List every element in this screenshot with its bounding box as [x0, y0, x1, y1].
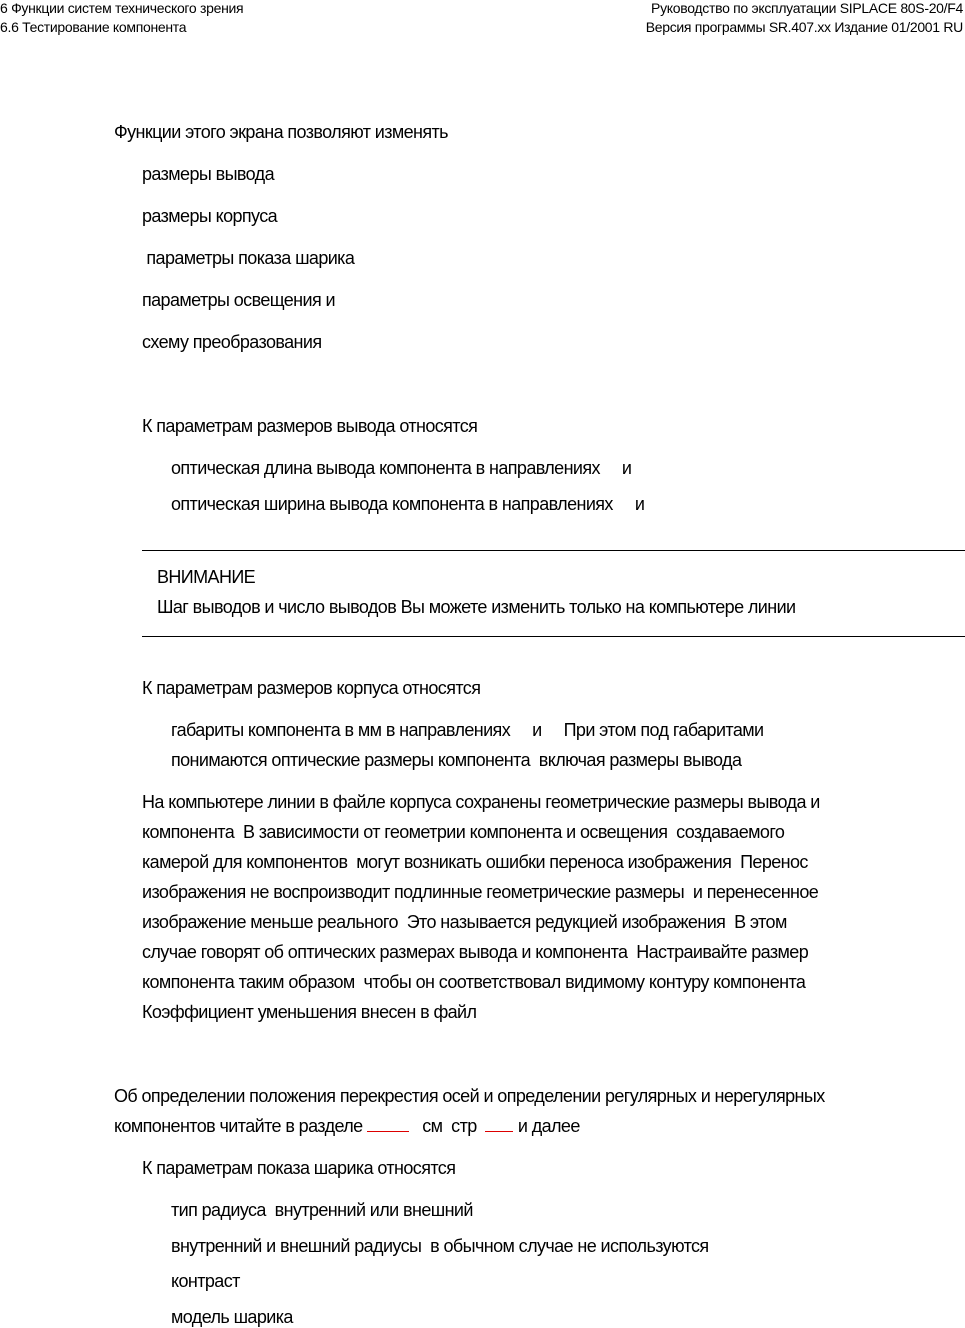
function-item: размеры вывода: [142, 164, 274, 184]
lead-item: оптическая длина вывода компонента в направлениях и: [171, 458, 632, 478]
paragraph-line: компонента В зависимости от геометрии компонента и освещения создаваемого: [142, 822, 785, 842]
ref-line: Об определении положения перекрестия осей и определении регулярных и нерегулярных: [114, 1086, 825, 1106]
notice-bottom-rule: [142, 636, 965, 637]
ball-heading: К параметрам показа шарика относятся: [142, 1158, 456, 1178]
header-section: 6.6 Тестирование компонента: [0, 19, 187, 35]
body-item: понимаются оптические размеры компонента включая размеры вывода: [171, 750, 742, 770]
notice-title: ВНИМАНИЕ: [157, 567, 256, 587]
body-heading: К параметрам размеров корпуса относятся: [142, 678, 481, 698]
function-item: размеры корпуса: [142, 206, 278, 226]
header-version: Версия программы SR.407.xx Издание 01/2001 RU: [645, 19, 963, 35]
notice-text: Шаг выводов и число выводов Вы можете изменить только на компьютере линии: [157, 597, 796, 617]
ref-line: [114, 1115, 580, 1137]
lead-heading: К параметрам размеров вывода относятся: [142, 416, 478, 436]
page-ref-blank: [485, 1117, 513, 1132]
paragraph-line: камерой для компонентов могут возникать ошибки переноса изображения Перенос: [142, 852, 808, 872]
ball-item: модель шарика: [171, 1307, 293, 1327]
ball-item: тип радиуса внутренний или внешний: [171, 1200, 473, 1220]
lead-item: оптическая ширина вывода компонента в направлениях и: [171, 494, 645, 514]
header-chapter: 6 Функции систем технического зрения: [0, 0, 244, 16]
paragraph-line: изображение меньше реального Это называется редукцией изображения В этом: [142, 912, 787, 932]
ref-text: компонентов читайте в разделе: [114, 1116, 363, 1136]
function-item: схему преобразования: [142, 332, 322, 352]
intro-text: Функции этого экрана позволяют изменять: [114, 122, 448, 142]
ball-item: внутренний и внешний радиусы в обычном случае не используются: [171, 1236, 709, 1256]
paragraph-line: Коэффициент уменьшения внесен в файл: [142, 1002, 477, 1022]
paragraph-line: На компьютере линии в файле корпуса сохранены геометрические размеры вывода и: [142, 792, 820, 812]
paragraph-line: изображения не воспроизводит подлинные геометрические размеры и перенесенное: [142, 882, 819, 902]
paragraph-line: случае говорят об оптических размерах вывода и компонента Настраивайте размер: [142, 942, 809, 962]
notice-top-rule: [142, 550, 965, 551]
ref-text: см стр: [422, 1116, 477, 1136]
function-item: параметры освещения и: [142, 290, 335, 310]
ref-text: и далее: [517, 1116, 580, 1136]
section-ref-blank: [367, 1117, 409, 1132]
ball-item: контраст: [171, 1271, 240, 1291]
header-manual: Руководство по эксплуатации SIPLACE 80S-20/F4: [651, 0, 963, 16]
paragraph-line: компонента таким образом чтобы он соответствовал видимому контуру компонента: [142, 972, 806, 992]
function-item: параметры показа шарика: [142, 248, 355, 268]
body-item: габариты компонента в мм в направлениях и При этом под габаритами: [171, 720, 764, 740]
